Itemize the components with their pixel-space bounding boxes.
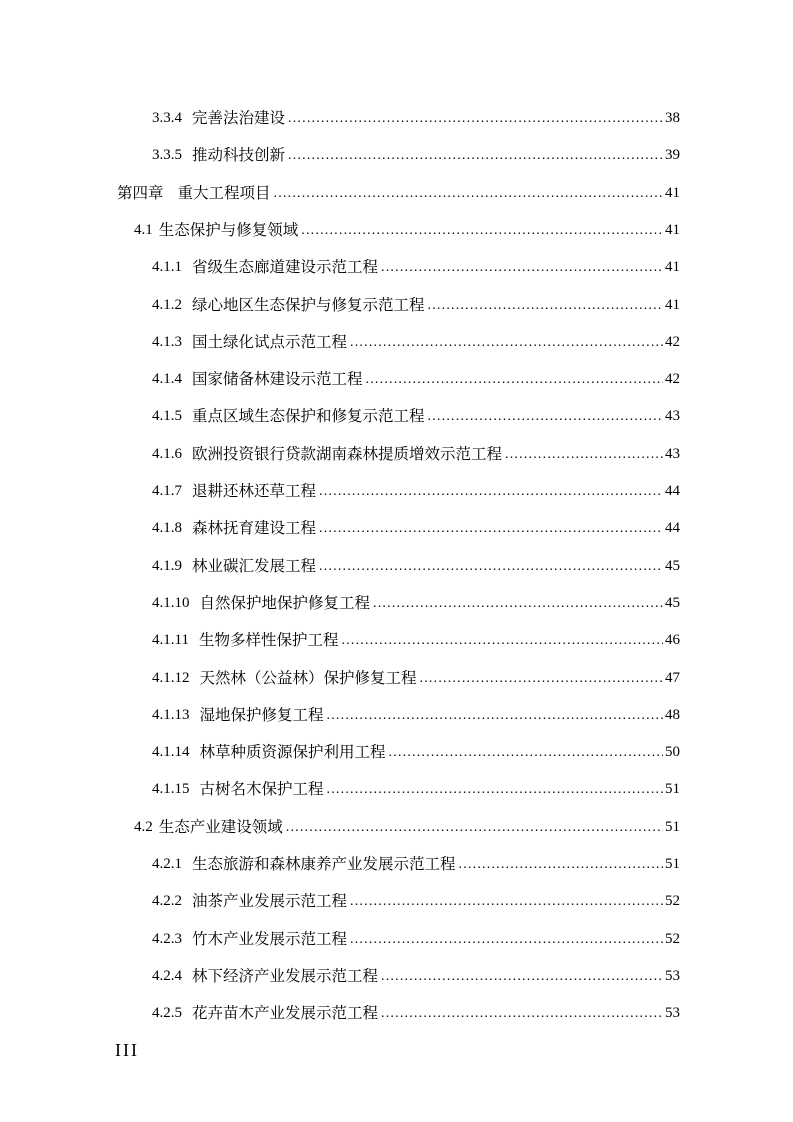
toc-entry-page: 41 [665, 296, 680, 313]
toc-entry-number: 4.1.4 [152, 371, 182, 388]
toc-entry-number: 4.1.11 [152, 632, 189, 649]
toc-entry-number: 4.2.4 [152, 967, 182, 984]
dot-leader [428, 290, 663, 320]
toc-entry[interactable] [152, 551, 680, 581]
dot-leader [366, 364, 663, 394]
toc-entry-title: 推动科技创新 [192, 146, 286, 165]
toc-entry-number: 4.2.5 [152, 1005, 182, 1022]
toc-entry-page: 42 [665, 371, 680, 388]
dot-leader [389, 737, 663, 767]
toc-entry-number: 4.1.13 [152, 706, 190, 723]
toc-entry-number: 第四章 [117, 183, 164, 202]
toc-entry[interactable] [152, 140, 680, 170]
toc-entry-page: 50 [665, 744, 680, 761]
dot-leader [381, 998, 663, 1028]
toc-entry-title: 生态旅游和森林康养产业发展示范工程 [192, 855, 456, 873]
toc-entry[interactable] [152, 774, 680, 804]
toc-entry-number: 4.2 [134, 818, 153, 835]
toc-entry-title: 自然保护地保护修复工程 [199, 593, 371, 612]
dot-leader [505, 439, 663, 469]
toc-entry-page: 41 [665, 259, 680, 276]
toc-entry[interactable] [152, 513, 680, 543]
dot-leader [319, 551, 663, 581]
toc-entry[interactable] [152, 476, 680, 506]
dot-leader [319, 476, 663, 506]
toc-entry-page: 41 [665, 221, 680, 238]
toc-entry-number: 4.1.9 [152, 557, 182, 574]
toc-entry-title: 省级生态廊道建设示范工程 [192, 258, 379, 277]
dot-leader [341, 625, 663, 655]
toc-entry-title: 重大工程项目 [177, 183, 271, 202]
dot-leader [428, 401, 663, 431]
toc-entry-title: 国家储备林建设示范工程 [192, 370, 363, 389]
toc-entry-page: 45 [665, 594, 680, 611]
toc-entry-page: 39 [665, 147, 680, 164]
toc-entry-title: 湿地保护修复工程 [199, 705, 324, 724]
toc-entry-number: 4.1.8 [152, 520, 182, 537]
toc-entry-page: 43 [665, 445, 680, 462]
dot-leader [350, 327, 663, 357]
toc-entry-page: 46 [665, 632, 680, 649]
toc-entry-number: 3.3.4 [152, 110, 182, 126]
toc-entry-number: 4.1.2 [152, 296, 182, 313]
toc-entry-number: 3.3.5 [152, 147, 182, 164]
dot-leader [327, 774, 663, 804]
toc-entry[interactable] [152, 849, 680, 879]
toc-entry[interactable] [152, 252, 680, 282]
toc-entry-number: 4.1.14 [152, 744, 190, 761]
toc-entry[interactable] [152, 700, 680, 730]
dot-leader [288, 140, 663, 170]
toc-entry[interactable] [134, 812, 680, 842]
toc-entry[interactable] [152, 663, 680, 693]
toc-entry-title: 生物多样性保护工程 [198, 631, 339, 650]
dot-leader [381, 252, 663, 282]
toc-entry-title: 退耕还林还草工程 [192, 482, 317, 500]
toc-entry-number: 4.1.1 [152, 259, 182, 276]
toc-entry-page: 42 [665, 333, 680, 350]
toc-entry-page: 51 [665, 818, 680, 835]
toc-entry-page: 53 [665, 1005, 680, 1022]
dot-leader [350, 886, 663, 916]
toc-entry[interactable] [152, 998, 680, 1028]
toc-entry-title: 森林抚育建设工程 [192, 519, 317, 538]
toc-entry-page: 38 [665, 110, 680, 126]
toc-entry[interactable] [152, 924, 680, 954]
toc-entry-page: 51 [665, 856, 680, 872]
dot-leader [327, 700, 663, 730]
dot-leader [301, 215, 663, 245]
toc-entry-number: 4.1.3 [152, 333, 182, 350]
toc-entry-title: 林草种质资源保护利用工程 [199, 743, 386, 762]
toc-entry-page: 47 [665, 669, 680, 686]
toc-entry-page: 45 [665, 557, 680, 574]
dot-leader [381, 961, 663, 991]
toc-entry-number: 4.2.2 [152, 893, 182, 910]
toc-entry-title: 生态保护与修复领域 [158, 220, 299, 239]
toc-entry-title: 绿心地区生态保护与修复示范工程 [192, 295, 425, 314]
toc-entry-number: 4.1 [134, 221, 153, 238]
toc-entry-title: 古树名木保护工程 [199, 780, 324, 799]
toc-entry[interactable] [152, 401, 680, 431]
toc-entry[interactable] [152, 625, 680, 655]
toc-entry-page: 41 [665, 184, 680, 201]
toc-entry[interactable] [134, 215, 680, 245]
toc-entry-page: 44 [665, 520, 680, 537]
toc-entry-title: 林业碳汇发展工程 [192, 556, 317, 575]
toc-entry[interactable] [117, 178, 680, 208]
toc-entry-number: 4.1.10 [152, 594, 190, 611]
toc-entry[interactable] [152, 737, 680, 767]
toc-entry-title: 竹木产业发展示范工程 [192, 929, 348, 948]
toc-entry[interactable] [152, 103, 680, 133]
toc-entry-number: 4.1.15 [152, 781, 190, 798]
toc-entry-page: 51 [665, 781, 680, 798]
toc-entry[interactable] [152, 588, 680, 618]
toc-entry-title: 完善法治建设 [192, 109, 286, 127]
toc-entry-title: 油茶产业发展示范工程 [192, 892, 348, 911]
toc-entry[interactable] [152, 439, 680, 469]
toc-entry-title: 天然林（公益林）保护修复工程 [199, 668, 417, 687]
toc-entry-page: 43 [665, 408, 680, 425]
toc-entry-title: 花卉苗木产业发展示范工程 [192, 1004, 379, 1023]
dot-leader [459, 849, 663, 879]
toc-entry[interactable] [152, 364, 680, 394]
toc-entry-number: 4.1.5 [152, 408, 182, 425]
dot-leader [373, 588, 663, 618]
dot-leader [420, 663, 663, 693]
toc-entry-number: 4.1.7 [152, 483, 182, 499]
page-number: III [115, 1040, 139, 1060]
toc-entry-title: 生态产业建设领域 [158, 817, 283, 836]
toc-entry-title: 国土绿化试点示范工程 [192, 332, 348, 351]
toc-entry-page: 53 [665, 967, 680, 984]
toc-entry-page: 52 [665, 893, 680, 910]
toc-entry-page: 52 [665, 930, 680, 947]
toc-entry-number: 4.1.6 [152, 445, 182, 462]
toc-entry[interactable] [152, 886, 680, 916]
toc-entry[interactable] [152, 327, 680, 357]
dot-leader [319, 513, 663, 543]
dot-leader [274, 178, 663, 208]
dot-leader [288, 103, 663, 133]
dot-leader [350, 924, 663, 954]
toc-entry-page: 44 [665, 483, 680, 499]
toc-entry[interactable] [152, 961, 680, 991]
dot-leader [286, 812, 663, 842]
toc-entry-number: 4.2.1 [152, 856, 182, 872]
toc-entry-title: 欧洲投资银行贷款湖南森林提质增效示范工程 [192, 444, 503, 463]
toc-entry-number: 4.2.3 [152, 930, 182, 947]
toc-entry-title: 林下经济产业发展示范工程 [192, 966, 379, 985]
toc-entry[interactable] [152, 290, 680, 320]
toc-entry-page: 48 [665, 706, 680, 723]
toc-entry-number: 4.1.12 [152, 669, 190, 686]
toc-entry-title: 重点区域生态保护和修复示范工程 [192, 407, 425, 426]
